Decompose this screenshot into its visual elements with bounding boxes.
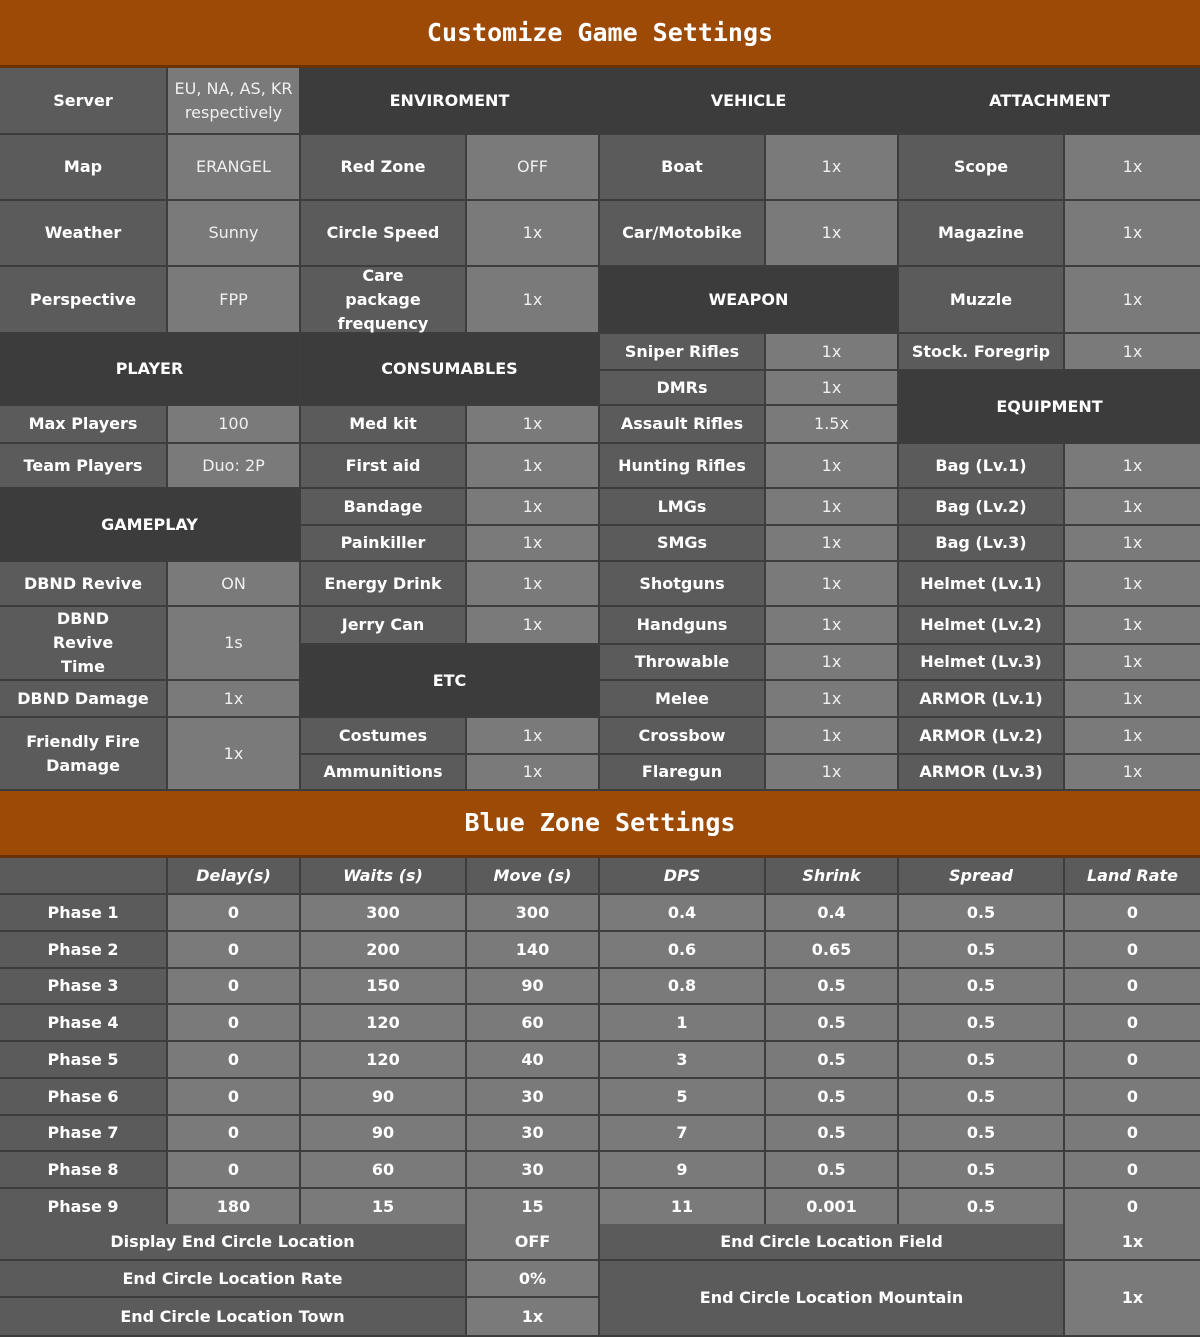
table-cell: 120 [301, 1005, 467, 1042]
armor-lv1-value: 1x [1065, 681, 1200, 718]
weather-value: Sunny [168, 201, 301, 267]
table-cell: 140 [467, 932, 600, 969]
assault-rifles-label: Assault Rifles [600, 406, 766, 444]
table-corner [0, 858, 168, 895]
crossbow-value: 1x [766, 718, 899, 755]
perspective-value: FPP [168, 267, 301, 334]
phase-label: Phase 1 [0, 895, 168, 932]
bag-lv1-label: Bag (Lv.1) [899, 444, 1065, 489]
enviroment-header: ENVIROMENT [301, 68, 600, 135]
phase-label: Phase 9 [0, 1189, 168, 1226]
table-cell: 0 [168, 932, 301, 969]
jerry-can-value: 1x [467, 607, 600, 645]
energy-drink-label: Energy Drink [301, 562, 467, 607]
table-cell: 0.8 [600, 969, 766, 1005]
table-cell: 60 [467, 1005, 600, 1042]
bandage-label: Bandage [301, 489, 467, 526]
care-package-value: 1x [467, 267, 600, 334]
table-cell: 15 [301, 1189, 467, 1226]
friendly-fire-label: Friendly Fire Damage [0, 718, 168, 791]
scope-value: 1x [1065, 135, 1200, 201]
table-cell: 15 [467, 1189, 600, 1226]
handguns-value: 1x [766, 607, 899, 645]
table-cell: 0 [1065, 1005, 1200, 1042]
bandage-value: 1x [467, 489, 600, 526]
table-cell: 0.5 [766, 1042, 899, 1079]
sniper-rifles-value: 1x [766, 334, 899, 371]
table-cell: 1 [600, 1005, 766, 1042]
smgs-label: SMGs [600, 526, 766, 562]
table-cell: 150 [301, 969, 467, 1005]
magazine-label: Magazine [899, 201, 1065, 267]
end-circle-field-value: 1x [1065, 1224, 1200, 1261]
friendly-fire-value: 1x [168, 718, 301, 791]
perspective-label: Perspective [0, 267, 168, 334]
assault-rifles-value: 1.5x [766, 406, 899, 444]
end-circle-town-value: 1x [467, 1298, 600, 1337]
table-cell: 90 [467, 969, 600, 1005]
muzzle-label: Muzzle [899, 267, 1065, 334]
table-cell: 0 [168, 1042, 301, 1079]
circle-speed-label: Circle Speed [301, 201, 467, 267]
map-label: Map [0, 135, 168, 201]
table-cell: 0 [1065, 1116, 1200, 1152]
melee-value: 1x [766, 681, 899, 718]
boat-value: 1x [766, 135, 899, 201]
map-value: ERANGEL [168, 135, 301, 201]
armor-lv3-value: 1x [1065, 755, 1200, 791]
table-cell: 0 [1065, 1079, 1200, 1116]
stock-foregrip-value: 1x [1065, 334, 1200, 371]
end-circle-town-label: End Circle Location Town [0, 1298, 467, 1337]
helmet-lv3-label: Helmet (Lv.3) [899, 645, 1065, 681]
table-cell: 0.5 [766, 1152, 899, 1189]
red-zone-value: OFF [467, 135, 600, 201]
melee-label: Melee [600, 681, 766, 718]
column-header: Land Rate [1065, 858, 1200, 895]
table-cell: 0.5 [766, 969, 899, 1005]
column-header: DPS [600, 858, 766, 895]
sniper-rifles-label: Sniper Rifles [600, 334, 766, 371]
table-cell: 0 [168, 1005, 301, 1042]
hunting-rifles-label: Hunting Rifles [600, 444, 766, 489]
table-cell: 200 [301, 932, 467, 969]
dmrs-label: DMRs [600, 371, 766, 406]
table-cell: 90 [301, 1116, 467, 1152]
throwable-label: Throwable [600, 645, 766, 681]
equipment-header: EQUIPMENT [899, 371, 1200, 444]
painkiller-value: 1x [467, 526, 600, 562]
table-cell: 0.5 [899, 932, 1065, 969]
table-cell: 0.5 [766, 1116, 899, 1152]
player-header: PLAYER [0, 334, 301, 406]
column-header: Shrink [766, 858, 899, 895]
table-cell: 0.5 [899, 969, 1065, 1005]
table-cell: 0.65 [766, 932, 899, 969]
armor-lv2-value: 1x [1065, 718, 1200, 755]
consumables-header: CONSUMABLES [301, 334, 600, 406]
boat-label: Boat [600, 135, 766, 201]
table-cell: 0.5 [766, 1079, 899, 1116]
dbnd-damage-label: DBND Damage [0, 681, 168, 718]
armor-lv3-label: ARMOR (Lv.3) [899, 755, 1065, 791]
table-cell: 0.5 [899, 1079, 1065, 1116]
helmet-lv1-label: Helmet (Lv.1) [899, 562, 1065, 607]
bag-lv2-label: Bag (Lv.2) [899, 489, 1065, 526]
table-cell: 300 [301, 895, 467, 932]
table-cell: 7 [600, 1116, 766, 1152]
care-package-label: Care package frequency [301, 267, 467, 334]
bag-lv3-value: 1x [1065, 526, 1200, 562]
team-players-label: Team Players [0, 444, 168, 489]
table-cell: 0 [1065, 1042, 1200, 1079]
helmet-lv2-label: Helmet (Lv.2) [899, 607, 1065, 645]
red-zone-label: Red Zone [301, 135, 467, 201]
painkiller-label: Painkiller [301, 526, 467, 562]
stock-foregrip-label: Stock. Foregrip [899, 334, 1065, 371]
costumes-label: Costumes [301, 718, 467, 755]
table-cell: 0.5 [899, 1189, 1065, 1226]
ammunitions-value: 1x [467, 755, 600, 791]
muzzle-value: 1x [1065, 267, 1200, 334]
table-cell: 0.5 [899, 1152, 1065, 1189]
bag-lv3-label: Bag (Lv.3) [899, 526, 1065, 562]
phase-label: Phase 3 [0, 969, 168, 1005]
table-cell: 90 [301, 1079, 467, 1116]
table-cell: 0 [1065, 969, 1200, 1005]
armor-lv2-label: ARMOR (Lv.2) [899, 718, 1065, 755]
table-cell: 0 [168, 895, 301, 932]
team-players-value: Duo: 2P [168, 444, 301, 489]
bag-lv2-value: 1x [1065, 489, 1200, 526]
dbnd-damage-value: 1x [168, 681, 301, 718]
table-cell: 0.5 [899, 1042, 1065, 1079]
table-cell: 0.5 [899, 895, 1065, 932]
lmgs-label: LMGs [600, 489, 766, 526]
first-aid-value: 1x [467, 444, 600, 489]
shotguns-label: Shotguns [600, 562, 766, 607]
phase-label: Phase 8 [0, 1152, 168, 1189]
blue-zone-title: Blue Zone Settings [0, 791, 1200, 858]
lmgs-value: 1x [766, 489, 899, 526]
table-cell: 300 [467, 895, 600, 932]
dbnd-revive-value: ON [168, 562, 301, 607]
flaregun-value: 1x [766, 755, 899, 791]
column-header: Spread [899, 858, 1065, 895]
display-end-circle-value: OFF [467, 1224, 600, 1261]
attachment-header: ATTACHMENT [899, 68, 1200, 135]
phase-label: Phase 5 [0, 1042, 168, 1079]
smgs-value: 1x [766, 526, 899, 562]
throwable-value: 1x [766, 645, 899, 681]
armor-lv1-label: ARMOR (Lv.1) [899, 681, 1065, 718]
table-cell: 30 [467, 1079, 600, 1116]
scope-label: Scope [899, 135, 1065, 201]
phase-label: Phase 6 [0, 1079, 168, 1116]
handguns-label: Handguns [600, 607, 766, 645]
med-kit-label: Med kit [301, 406, 467, 444]
etc-header: ETC [301, 645, 600, 718]
phase-label: Phase 4 [0, 1005, 168, 1042]
table-cell: 0.5 [899, 1116, 1065, 1152]
table-cell: 0.5 [766, 1005, 899, 1042]
column-header: Delay(s) [168, 858, 301, 895]
server-value: EU, NA, AS, KR respectively [168, 68, 301, 135]
hunting-rifles-value: 1x [766, 444, 899, 489]
table-cell: 0 [1065, 1152, 1200, 1189]
helmet-lv3-value: 1x [1065, 645, 1200, 681]
dbnd-revive-label: DBND Revive [0, 562, 168, 607]
table-cell: 0 [168, 1116, 301, 1152]
table-cell: 0.001 [766, 1189, 899, 1226]
helmet-lv1-value: 1x [1065, 562, 1200, 607]
energy-drink-value: 1x [467, 562, 600, 607]
end-circle-mountain-label: End Circle Location Mountain [600, 1261, 1065, 1337]
table-cell: 0.6 [600, 932, 766, 969]
table-cell: 0 [168, 1152, 301, 1189]
gameplay-header: GAMEPLAY [0, 489, 301, 562]
table-cell: 0.5 [899, 1005, 1065, 1042]
costumes-value: 1x [467, 718, 600, 755]
table-cell: 30 [467, 1152, 600, 1189]
table-cell: 9 [600, 1152, 766, 1189]
table-cell: 180 [168, 1189, 301, 1226]
table-cell: 120 [301, 1042, 467, 1079]
table-cell: 11 [600, 1189, 766, 1226]
display-end-circle-label: Display End Circle Location [0, 1224, 467, 1261]
max-players-label: Max Players [0, 406, 168, 444]
weather-label: Weather [0, 201, 168, 267]
end-circle-rate-label: End Circle Location Rate [0, 1261, 467, 1298]
table-cell: 60 [301, 1152, 467, 1189]
server-label: Server [0, 68, 168, 135]
table-cell: 0 [1065, 1189, 1200, 1226]
weapon-header: WEAPON [600, 267, 899, 334]
shotguns-value: 1x [766, 562, 899, 607]
column-header: Waits (s) [301, 858, 467, 895]
phase-label: Phase 7 [0, 1116, 168, 1152]
max-players-value: 100 [168, 406, 301, 444]
phase-label: Phase 2 [0, 932, 168, 969]
table-cell: 0.4 [766, 895, 899, 932]
first-aid-label: First aid [301, 444, 467, 489]
table-cell: 0 [1065, 895, 1200, 932]
jerry-can-label: Jerry Can [301, 607, 467, 645]
table-cell: 5 [600, 1079, 766, 1116]
page-title: Customize Game Settings [0, 0, 1200, 68]
car-motobike-label: Car/Motobike [600, 201, 766, 267]
table-cell: 30 [467, 1116, 600, 1152]
table-cell: 0 [168, 1079, 301, 1116]
car-motobike-value: 1x [766, 201, 899, 267]
table-cell: 40 [467, 1042, 600, 1079]
magazine-value: 1x [1065, 201, 1200, 267]
dbnd-revive-time-value: 1s [168, 607, 301, 681]
dbnd-revive-time-label: DBND Revive Time [0, 607, 168, 681]
crossbow-label: Crossbow [600, 718, 766, 755]
flaregun-label: Flaregun [600, 755, 766, 791]
end-circle-rate-value: 0% [467, 1261, 600, 1298]
end-circle-field-label: End Circle Location Field [600, 1224, 1065, 1261]
vehicle-header: VEHICLE [600, 68, 899, 135]
helmet-lv2-value: 1x [1065, 607, 1200, 645]
table-cell: 0 [1065, 932, 1200, 969]
circle-speed-value: 1x [467, 201, 600, 267]
ammunitions-label: Ammunitions [301, 755, 467, 791]
table-cell: 0 [168, 969, 301, 1005]
table-cell: 3 [600, 1042, 766, 1079]
table-cell: 0.4 [600, 895, 766, 932]
bag-lv1-value: 1x [1065, 444, 1200, 489]
end-circle-mountain-value: 1x [1065, 1261, 1200, 1337]
column-header: Move (s) [467, 858, 600, 895]
med-kit-value: 1x [467, 406, 600, 444]
dmrs-value: 1x [766, 371, 899, 406]
